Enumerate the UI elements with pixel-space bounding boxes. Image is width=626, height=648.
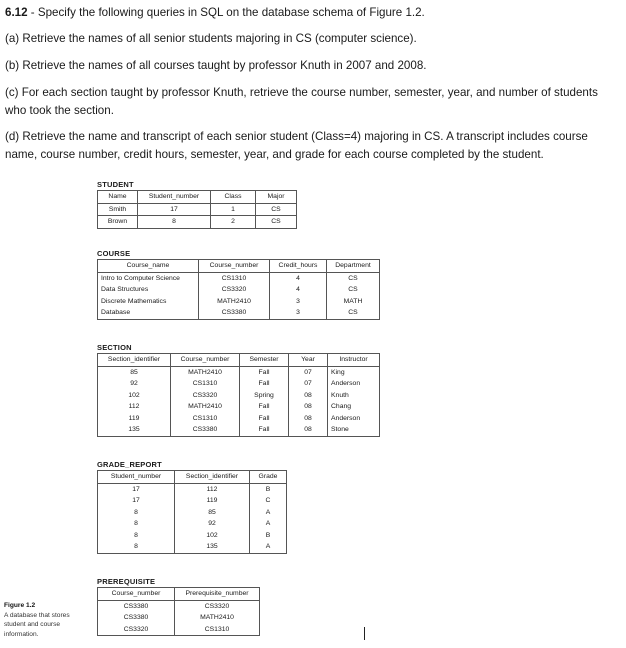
- figure-caption-text: A database that stores student and course information.: [4, 611, 70, 638]
- table-cell: Chang: [328, 401, 380, 413]
- column-header: Course_number: [98, 588, 175, 601]
- table-cell: 17: [138, 203, 211, 216]
- table-cell: 4: [270, 284, 327, 296]
- student-table: [97, 190, 297, 229]
- table-row: [98, 296, 380, 308]
- column-header: Major: [256, 191, 297, 204]
- table-cell: Fall: [240, 401, 289, 413]
- table-cell: MATH2410: [175, 612, 260, 624]
- column-header: Department: [327, 260, 380, 273]
- question-heading: [5, 4, 617, 22]
- column-header: Instructor: [328, 354, 380, 367]
- table-cell: Discrete Mathematics: [98, 296, 199, 308]
- table-cell: C: [250, 495, 287, 507]
- table-cell: CS: [256, 203, 297, 216]
- section-table-label: SECTION: [97, 343, 132, 352]
- table-cell: MATH2410: [171, 366, 240, 378]
- table-cell: B: [250, 483, 287, 495]
- table-cell: A: [250, 518, 287, 530]
- query-c: (c) For each section taught by professor Knuth, retrieve the course number, semester, year, and number of students who took the section.: [5, 86, 598, 117]
- table-row: [98, 624, 260, 636]
- figure-caption: [4, 601, 84, 639]
- table-cell: 8: [98, 507, 175, 519]
- table-cell: 85: [98, 366, 171, 378]
- grade-report-table: [97, 470, 287, 554]
- table-row: [98, 483, 287, 495]
- column-header: Grade: [250, 471, 287, 484]
- column-header: Student_number: [98, 471, 175, 484]
- table-cell: CS1310: [199, 272, 270, 284]
- prerequisite-table-label: PREREQUISITE: [97, 577, 156, 586]
- table-row: [98, 307, 380, 319]
- table-row: [98, 530, 287, 542]
- table-cell: 2: [211, 216, 256, 229]
- table-cell: 8: [98, 530, 175, 542]
- column-header: Course_number: [171, 354, 240, 367]
- table-cell: A: [250, 507, 287, 519]
- table-cell: 102: [175, 530, 250, 542]
- table-cell: Fall: [240, 424, 289, 436]
- table-cell: 135: [175, 541, 250, 553]
- table-row: [98, 401, 380, 413]
- table-cell: CS1310: [171, 413, 240, 425]
- table-row: [98, 272, 380, 284]
- table-cell: CS3320: [175, 600, 260, 612]
- table-row: [98, 216, 297, 229]
- table-cell: 112: [175, 483, 250, 495]
- table-cell: 119: [175, 495, 250, 507]
- table-cell: Intro to Computer Science: [98, 272, 199, 284]
- table-cell: Fall: [240, 366, 289, 378]
- text-cursor: [364, 627, 365, 640]
- column-header: Student_number: [138, 191, 211, 204]
- table-cell: King: [328, 366, 380, 378]
- table-cell: Anderson: [328, 413, 380, 425]
- table-header-row: [98, 588, 260, 601]
- table-cell: 08: [289, 390, 328, 402]
- table-cell: 85: [175, 507, 250, 519]
- table-cell: Anderson: [328, 378, 380, 390]
- column-header: Credit_hours: [270, 260, 327, 273]
- table-header-row: [98, 260, 380, 273]
- table-cell: 07: [289, 366, 328, 378]
- table-cell: 8: [138, 216, 211, 229]
- table-header-row: [98, 471, 287, 484]
- table-cell: 92: [175, 518, 250, 530]
- column-header: Course_number: [199, 260, 270, 273]
- table-cell: Data Structures: [98, 284, 199, 296]
- table-cell: 8: [98, 541, 175, 553]
- table-cell: 1: [211, 203, 256, 216]
- table-cell: Knuth: [328, 390, 380, 402]
- table-cell: 3: [270, 307, 327, 319]
- table-row: [98, 413, 380, 425]
- table-cell: 102: [98, 390, 171, 402]
- table-row: [98, 424, 380, 436]
- table-cell: A: [250, 541, 287, 553]
- table-cell: 08: [289, 413, 328, 425]
- query-b: (b) Retrieve the names of all courses taught by professor Knuth in 2007 and 2008.: [5, 59, 427, 72]
- column-header: Course_name: [98, 260, 199, 273]
- table-cell: CS: [327, 307, 380, 319]
- column-header: Section_identifier: [98, 354, 171, 367]
- table-cell: 07: [289, 378, 328, 390]
- figure-caption-title: Figure 1.2: [4, 602, 36, 609]
- column-header: Section_identifier: [175, 471, 250, 484]
- table-cell: CS3380: [171, 424, 240, 436]
- table-cell: 112: [98, 401, 171, 413]
- course-table: [97, 259, 380, 320]
- course-table-label: COURSE: [97, 249, 131, 258]
- table-cell: 8: [98, 518, 175, 530]
- table-cell: CS: [327, 272, 380, 284]
- table-cell: CS1310: [175, 624, 260, 636]
- table-cell: Fall: [240, 378, 289, 390]
- table-cell: Smith: [98, 203, 138, 216]
- prerequisite-table: [97, 587, 260, 636]
- table-cell: CS: [256, 216, 297, 229]
- column-header: Name: [98, 191, 138, 204]
- column-header: Year: [289, 354, 328, 367]
- table-row: [98, 366, 380, 378]
- table-header-row: [98, 191, 297, 204]
- table-row: [98, 518, 287, 530]
- table-row: [98, 284, 380, 296]
- table-row: [98, 612, 260, 624]
- query-a: (a) Retrieve the names of all senior students majoring in CS (computer science).: [5, 32, 417, 45]
- question-intro: - Specify the following queries in SQL on the database schema of Figure 1.2.: [27, 6, 425, 19]
- student-table-label: STUDENT: [97, 180, 134, 189]
- query-d: (d) Retrieve the name and transcript of each senior student (Class=4) majoring in CS. A transcript includes course name, course number, credit hours, semester, year, and grade for each course completed by the student.: [5, 130, 588, 161]
- table-cell: 4: [270, 272, 327, 284]
- table-cell: 08: [289, 401, 328, 413]
- table-row: [98, 390, 380, 402]
- table-row: [98, 378, 380, 390]
- table-cell: 08: [289, 424, 328, 436]
- table-cell: CS3320: [199, 284, 270, 296]
- table-cell: 3: [270, 296, 327, 308]
- table-cell: MATH2410: [199, 296, 270, 308]
- table-cell: MATH: [327, 296, 380, 308]
- column-header: Class: [211, 191, 256, 204]
- table-cell: MATH2410: [171, 401, 240, 413]
- table-cell: CS3380: [199, 307, 270, 319]
- table-cell: Database: [98, 307, 199, 319]
- table-cell: CS3380: [98, 612, 175, 624]
- table-row: [98, 203, 297, 216]
- table-cell: 17: [98, 483, 175, 495]
- table-cell: CS3380: [98, 600, 175, 612]
- table-row: [98, 507, 287, 519]
- table-header-row: [98, 354, 380, 367]
- table-cell: CS1310: [171, 378, 240, 390]
- table-row: [98, 600, 260, 612]
- table-cell: CS: [327, 284, 380, 296]
- table-row: [98, 495, 287, 507]
- grade-report-table-label: GRADE_REPORT: [97, 460, 162, 469]
- table-cell: 17: [98, 495, 175, 507]
- column-header: Semester: [240, 354, 289, 367]
- section-table: [97, 353, 380, 437]
- table-cell: Stone: [328, 424, 380, 436]
- table-cell: Spring: [240, 390, 289, 402]
- table-cell: 92: [98, 378, 171, 390]
- column-header: Prerequisite_number: [175, 588, 260, 601]
- table-cell: CS3320: [171, 390, 240, 402]
- table-cell: Fall: [240, 413, 289, 425]
- question-number: 6.12: [5, 6, 28, 19]
- table-cell: 135: [98, 424, 171, 436]
- table-cell: B: [250, 530, 287, 542]
- table-row: [98, 541, 287, 553]
- table-cell: 119: [98, 413, 171, 425]
- table-cell: CS3320: [98, 624, 175, 636]
- table-cell: Brown: [98, 216, 138, 229]
